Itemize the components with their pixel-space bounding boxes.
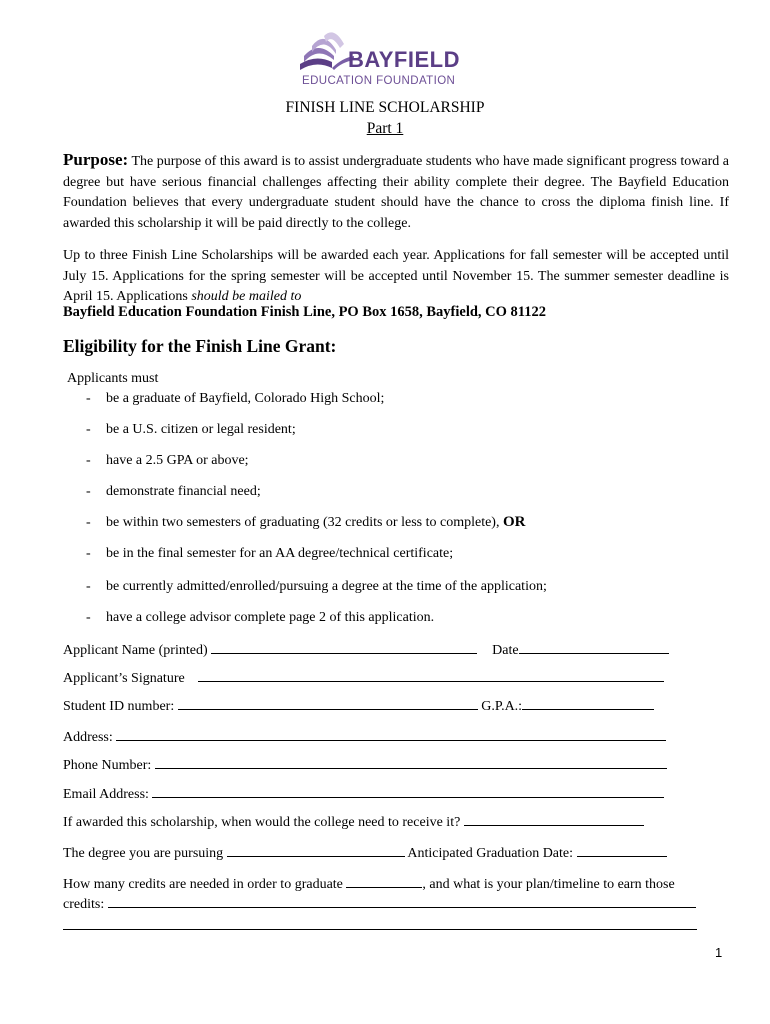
address-row: [63, 728, 666, 746]
address-field[interactable]: [116, 728, 666, 741]
dash-bullet: -: [86, 391, 91, 406]
email-field[interactable]: [152, 785, 664, 798]
eligibility-item-text: demonstrate financial need;: [106, 484, 261, 499]
part-label: [0, 119, 770, 139]
mailing-address: Bayfield Education Foundation Finish Line, PO Box 1658, Bayfield, CO 81122: [63, 304, 547, 320]
receive-date-row: [63, 813, 644, 831]
signature-label: Applicant’s Signature: [63, 671, 185, 686]
degree-label: The degree you are pursuing: [63, 846, 224, 861]
eligibility-item: [86, 484, 261, 500]
credits-plan-continuation-line[interactable]: [63, 929, 697, 930]
eligibility-item-text: be a graduate of Bayfield, Colorado High School;: [106, 391, 385, 406]
purpose-paragraph: [63, 150, 729, 234]
document-title: FINISH LINE SCHOLARSHIP: [285, 99, 485, 116]
signature-row: [63, 669, 664, 687]
eligibility-item-text: be within two semesters of graduating (32 credits or less to complete),: [106, 515, 500, 530]
date-field[interactable]: [519, 641, 669, 654]
student-id-label: Student ID number:: [63, 699, 175, 714]
purpose-text: The purpose of this award is to assist undergraduate students who have made significant progress toward a degree but have serious financial challenges affecting their ability complete their degree. The Bayfield Education Foundation believes that every undergraduate student should have the chance to cross the diploma finish line. If awarded this scholarship it will be paid directly to the college.: [63, 154, 729, 231]
purpose-label: Purpose:: [63, 150, 129, 169]
credits-plan-prefix: credits:: [63, 897, 105, 912]
eligibility-heading: Eligibility for the Finish Line Grant:: [63, 336, 337, 356]
credits-label: How many credits are needed in order to graduate: [63, 877, 343, 892]
credits-plan-row: [63, 895, 696, 913]
signature-field[interactable]: [198, 669, 664, 682]
dash-bullet: -: [86, 579, 91, 594]
eligibility-item: [86, 514, 525, 531]
page-number: 1: [715, 945, 723, 960]
receive-date-label: If awarded this scholarship, when would the college need to receive it?: [63, 815, 461, 830]
part-text: Part 1: [366, 120, 404, 137]
logo-subtitle-text: EDUCATION FOUNDATION: [302, 75, 456, 87]
gpa-field[interactable]: [522, 697, 654, 710]
email-row: [63, 785, 664, 803]
application-italic-text: should be mailed to: [191, 289, 302, 304]
eligibility-item-text: be in the final semester for an AA degree/technical certificate;: [106, 546, 454, 561]
eligibility-item-text: be currently admitted/enrolled/pursuing a degree at the time of the application;: [106, 579, 547, 594]
email-label: Email Address:: [63, 787, 149, 802]
eligibility-item-text: have a 2.5 GPA or above;: [106, 453, 249, 468]
or-emphasis: OR: [502, 514, 526, 530]
student-id-row: [63, 697, 654, 715]
eligibility-item: [86, 579, 547, 595]
eligibility-item: [86, 610, 434, 626]
dash-bullet: -: [86, 453, 91, 468]
eligibility-item: [86, 546, 453, 562]
student-id-field[interactable]: [178, 697, 478, 710]
date-label: Date: [492, 643, 519, 658]
dash-bullet: -: [86, 546, 91, 561]
dash-bullet: -: [86, 515, 91, 530]
phone-field[interactable]: [155, 756, 667, 769]
eligibility-item: [86, 422, 296, 438]
credits-plan-label: , and what is your plan/timeline to earn those: [422, 877, 675, 892]
application-text: Up to three Finish Line Scholarships will be awarded each year. Applications for fall semester will be accepted until July 15. Applications for the spring semester will be accepted until November 15. The summer semester deadline is April 15. Applications: [63, 248, 729, 304]
eligibility-item: [86, 391, 384, 407]
bayfield-logo: [298, 26, 473, 90]
credits-needed-field[interactable]: [346, 875, 422, 888]
logo-brand-text: BAYFIELD: [348, 47, 460, 72]
eligibility-item-text: have a college advisor complete page 2 of this application.: [106, 610, 435, 625]
dash-bullet: -: [86, 422, 91, 437]
eligibility-intro: Applicants must: [67, 371, 159, 386]
graduation-date-field[interactable]: [577, 844, 667, 857]
phone-label: Phone Number:: [63, 758, 152, 773]
applicant-name-label: Applicant Name (printed): [63, 643, 208, 658]
degree-field[interactable]: [227, 844, 405, 857]
applicant-name-field[interactable]: [211, 641, 477, 654]
applicant-name-row: [63, 641, 669, 659]
credits-plan-field[interactable]: [108, 895, 696, 908]
gpa-label: G.P.A.:: [481, 699, 523, 714]
dash-bullet: -: [86, 610, 91, 625]
dash-bullet: -: [86, 484, 91, 499]
receive-date-field[interactable]: [464, 813, 644, 826]
degree-row: [63, 844, 667, 862]
eligibility-item: [86, 453, 249, 469]
eligibility-item-text: be a U.S. citizen or legal resident;: [106, 422, 296, 437]
graduation-date-label: Anticipated Graduation Date:: [407, 846, 574, 861]
phone-row: [63, 756, 667, 774]
application-paragraph: [63, 246, 729, 308]
address-label: Address:: [63, 730, 113, 745]
credits-row: [63, 875, 675, 893]
